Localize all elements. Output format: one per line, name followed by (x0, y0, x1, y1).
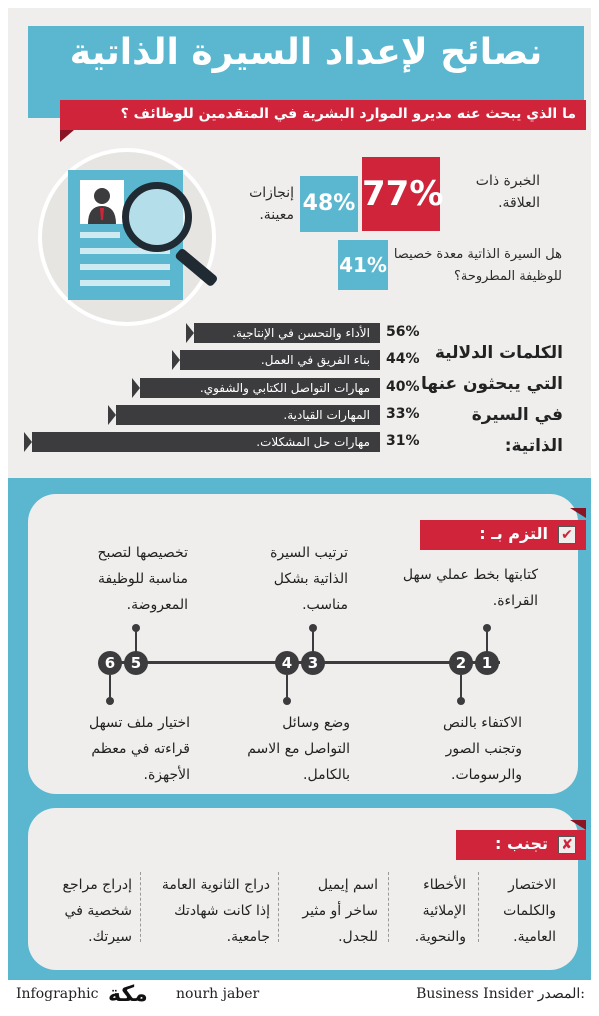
commit-item: وضع وسائل التواصل مع الاسم بالكامل. (247, 715, 350, 783)
person-photo-icon (80, 180, 124, 224)
keyword-percent: 56% (386, 324, 420, 340)
footer-source (416, 986, 585, 1002)
timeline-line (100, 661, 500, 664)
resume-line (80, 232, 120, 238)
bar-tail (172, 350, 180, 370)
stat-label-achievements: إنجازات معينة. (249, 185, 294, 223)
timeline-node: 3 (301, 651, 325, 675)
timeline-stem (109, 675, 111, 699)
timeline-node: 2 (449, 651, 473, 675)
stat-label-experience: الخبرة ذات العلاقة. (475, 173, 540, 211)
keyword-bar: مهارات التواصل الكتابي والشفوي. (140, 378, 380, 398)
cross-icon: ✘ (558, 836, 576, 854)
resume-line (80, 264, 170, 270)
timeline-node: 1 (475, 651, 499, 675)
avoid-divider (140, 872, 141, 942)
keyword-bar: مهارات حل المشكلات. (32, 432, 380, 452)
stat-value-experience: 77% (362, 157, 440, 231)
keyword-percent: 33% (386, 406, 420, 422)
footer-author: nourh jaber (176, 986, 260, 1002)
keyword-percent: 40% (386, 379, 420, 395)
avoid-item: اسم إيميل ساخر أو مثير للجدل. (302, 877, 378, 945)
stat-label-tailored: هل السيرة الذاتية معدة خصيصا للوظيفة المطروحة؟ (393, 247, 562, 284)
timeline-stem (312, 628, 314, 652)
footer-source-name: Business Insider (416, 986, 534, 1002)
keyword-bar: الأداء والتحسن في الإنتاجية. (194, 323, 380, 343)
footer-infographic-label: Infographic (16, 986, 99, 1002)
subtitle-banner (60, 100, 586, 130)
timeline-node: 4 (275, 651, 299, 675)
bar-tail (186, 323, 194, 343)
avoid-tag-fold (570, 820, 586, 830)
commit-item: كتابتها بخط عملي سهل القراءة. (402, 567, 538, 609)
avoid-item: إدراج مراجع شخصية في سيرتك. (62, 877, 132, 945)
publisher-logo: مكة (108, 982, 148, 1007)
timeline-stem (486, 628, 488, 652)
commit-item: الاكتفاء بالنص وتجنب الصور والرسومات. (443, 715, 522, 783)
commit-tag-fold (570, 508, 586, 518)
stat-value-tailored: 41% (338, 240, 388, 290)
avoid-item: الأخطاء الإملائية والنحوية. (414, 877, 466, 945)
footer-source-label: المصدر: (537, 986, 585, 1002)
check-icon: ✔ (558, 526, 576, 544)
bar-tail (24, 432, 32, 452)
timeline-dot (283, 697, 291, 705)
keywords-title: الكلمات الدلالية التي يبحثون عنها في السيرة الذاتية: (420, 343, 563, 456)
timeline-stem (460, 675, 462, 699)
timeline-stem (135, 628, 137, 652)
keyword-percent: 31% (386, 433, 420, 449)
magnifier-icon (122, 182, 192, 252)
commit-tag (420, 520, 586, 550)
page-subtitle: ما الذي يبحث عنه مديرو الموارد البشرية في المتقدمين للوظائف ؟ (120, 106, 576, 122)
commit-label: التزم بـ : (479, 524, 548, 543)
bar-tail (132, 378, 140, 398)
avoid-divider (388, 872, 389, 942)
timeline-node: 5 (124, 651, 148, 675)
stat-value-achievements: 48% (300, 176, 358, 232)
page-title: نصائح لإعداد السيرة الذاتية (69, 32, 543, 73)
timeline-stem (286, 675, 288, 699)
avoid-tag (456, 830, 586, 860)
avoid-item: الاختصار والكلمات العامية. (503, 877, 556, 945)
avoid-label: تجنب : (495, 834, 548, 853)
keyword-bar: المهارات القيادية. (116, 405, 380, 425)
keyword-percent: 44% (386, 351, 420, 367)
keyword-bar: بناء الفريق في العمل. (180, 350, 380, 370)
avoid-divider (478, 872, 479, 942)
bar-tail (108, 405, 116, 425)
subtitle-fold (60, 130, 74, 142)
timeline-dot (457, 697, 465, 705)
commit-item: اختيار ملف تسهل قراءته في معظم الأجهزة. (89, 715, 190, 783)
commit-item: ترتيب السيرة الذاتية بشكل مناسب. (270, 545, 348, 613)
resume-line (80, 280, 170, 286)
avoid-item: دراج الثانوية العامة إذا كانت شهادتك جامعية. (161, 877, 270, 945)
timeline-dot (106, 697, 114, 705)
commit-item: تخصيصها لتصبح مناسبة للوظيفة المعروضة. (97, 545, 188, 613)
timeline-node: 6 (98, 651, 122, 675)
avoid-divider (278, 872, 279, 942)
